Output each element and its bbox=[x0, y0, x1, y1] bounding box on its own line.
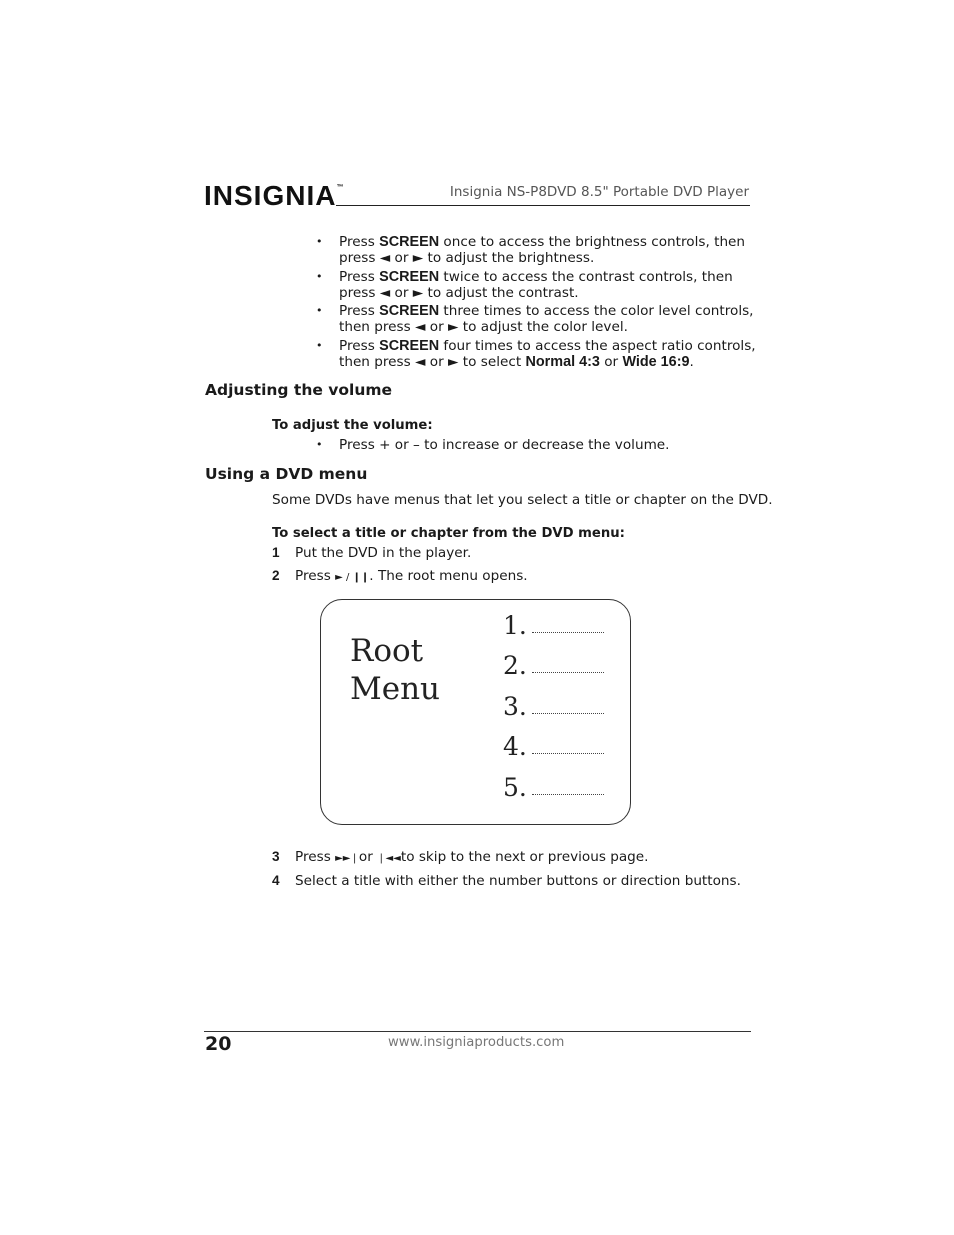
step-4: 4 Select a title with either the number buttons or direction buttons. bbox=[272, 873, 741, 889]
section-heading-volume: Adjusting the volume bbox=[205, 381, 393, 399]
root-menu-item: 5. bbox=[503, 773, 527, 802]
root-menu-item: 3. bbox=[503, 692, 527, 721]
subheading-volume: To adjust the volume: bbox=[272, 418, 433, 433]
list-item: • Press SCREEN twice to access the contrast controls, then press ◄ or ► to adjust the contrast. bbox=[316, 269, 756, 301]
insignia-logo: INSIGNIA™ bbox=[204, 180, 345, 211]
next-icon: ►►❘ bbox=[335, 853, 359, 864]
footer-rule bbox=[204, 1031, 751, 1032]
dvd-menu-intro: Some DVDs have menus that let you select a title or chapter on the DVD. bbox=[272, 492, 773, 508]
footer-url: www.insigniaproducts.com bbox=[388, 1035, 565, 1050]
header-title: Insignia NS-P8DVD 8.5" Portable DVD Player bbox=[449, 184, 749, 200]
list-item: • Press SCREEN once to access the brightness controls, then press ◄ or ► to adjust the brightness. bbox=[316, 234, 756, 266]
play-pause-icon: ► / ❙❙ bbox=[335, 572, 370, 583]
step-2: 2 Press ► / ❙❙. The root menu opens. bbox=[272, 568, 528, 584]
page-number: 20 bbox=[205, 1033, 232, 1055]
root-menu-item: 4. bbox=[503, 732, 527, 761]
header-rule bbox=[336, 205, 750, 206]
section-heading-dvd-menu: Using a DVD menu bbox=[205, 465, 368, 483]
root-menu-item: 1. bbox=[503, 611, 527, 640]
list-item: • Press SCREEN four times to access the aspect ratio controls, then press ◄ or ► to select Normal 4:3 or Wide 16:9. bbox=[316, 338, 756, 370]
previous-icon: ❘◄◄ bbox=[377, 853, 401, 864]
step-3: 3 Press ►►❘or ❘◄◄to skip to the next or previous page. bbox=[272, 849, 649, 865]
list-item: • Press SCREEN three times to access the color level controls, then press ◄ or ► to adjust the color level. bbox=[316, 303, 756, 335]
volume-bullet-list bbox=[316, 437, 756, 456]
screen-bullet-list bbox=[316, 234, 756, 372]
list-item: • Press + or – to increase or decrease the volume. bbox=[316, 437, 756, 453]
root-menu-item: 2. bbox=[503, 651, 527, 680]
step-1: 1 Put the DVD in the player. bbox=[272, 545, 472, 561]
subheading-dvd-menu: To select a title or chapter from the DVD menu: bbox=[272, 526, 625, 541]
root-menu-title: Root Menu bbox=[350, 633, 441, 707]
